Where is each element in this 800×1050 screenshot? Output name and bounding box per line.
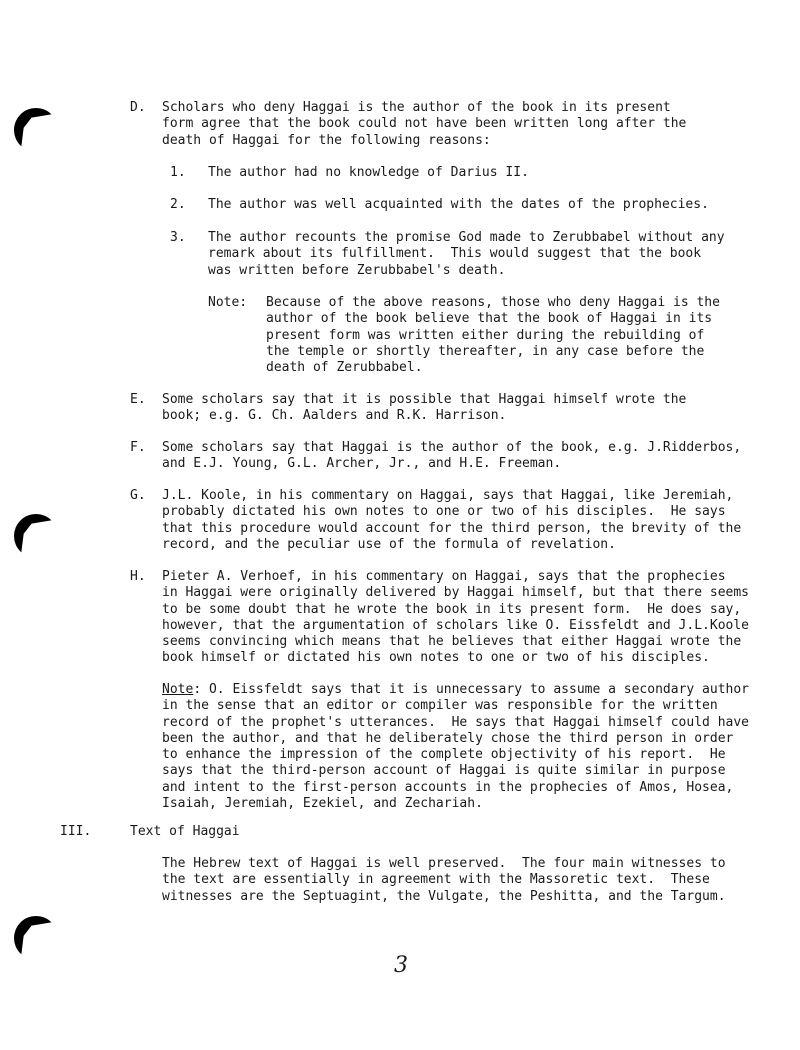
text-line: seems convincing which means that he believes that either Haggai wrote the <box>162 634 742 650</box>
text-line: Some scholars say that it is possible that Haggai himself wrote the <box>162 392 687 407</box>
text-line: in the sense that an editor or compiler was responsible for the written <box>162 698 718 714</box>
reason-number: 2. <box>170 197 186 212</box>
text-line: Scholars who deny Haggai is the author of the book in its present <box>162 100 671 115</box>
text-line: says that the third-person account of Haggai is quite similar in purpose <box>162 763 726 779</box>
text-line: to enhance the impression of the complete objectivity of his report. He <box>162 747 726 763</box>
text-line: death of Haggai for the following reasons: <box>162 132 491 148</box>
text-line: been the author, and that he deliberately chose the third person in order <box>162 730 734 746</box>
text-line: Isaiah, Jeremiah, Ezekiel, and Zechariah. <box>162 796 483 812</box>
section-d-label: D. <box>130 100 146 115</box>
punch-hole <box>14 514 58 558</box>
text-line: The author had no knowledge of Darius II. <box>208 165 529 180</box>
note-label: Note <box>162 682 194 697</box>
text-line: however, that the argumentation of scholars like O. Eissfeldt and J.L.Koole <box>162 617 749 633</box>
text-line: author of the book believe that the book of Haggai in its <box>266 311 713 327</box>
text-line: The Hebrew text of Haggai is well preserved. The four main witnesses to <box>162 856 726 871</box>
reason-item <box>208 230 725 279</box>
text-line: Pieter A. Verhoef, in his commentary on Haggai, says that the prophecies <box>162 569 726 584</box>
section-h-body <box>162 569 749 667</box>
section-g-label: G. <box>130 488 146 503</box>
text-line: Because of the above reasons, those who deny Haggai is the <box>266 295 720 310</box>
text-line: remark about its fulfillment. This would suggest that the book <box>208 246 702 262</box>
text-line: The author was well acquainted with the dates of the prophecies. <box>208 197 709 212</box>
section-e-body <box>162 392 686 425</box>
section-iii-heading: Text of Haggai <box>130 824 240 839</box>
section-f-label: F. <box>130 440 146 455</box>
reason-number: 3. <box>170 230 186 245</box>
reason-item <box>208 197 709 213</box>
section-iii-body <box>162 856 726 905</box>
text-line: and E.J. Young, G.L. Archer, Jr., and H.E. Freeman. <box>162 456 562 472</box>
text-line: that this procedure would account for the third person, the brevity of the <box>162 520 742 536</box>
text-line: the text are essentially in agreement with the Massoretic text. These <box>162 872 710 888</box>
punch-hole <box>14 108 58 152</box>
text-line: record, and the peculiar use of the formula of revelation. <box>162 536 616 552</box>
text-line: J.L. Koole, in his commentary on Haggai, says that Haggai, like Jeremiah, <box>162 488 734 503</box>
text-line <box>162 682 749 698</box>
section-g-body <box>162 488 741 553</box>
section-h-label: H. <box>130 569 146 584</box>
reason-number: 1. <box>170 165 186 180</box>
note-body <box>266 295 720 376</box>
punch-hole <box>14 916 58 960</box>
text-line: book himself or dictated his own notes to one or two of his disciples. <box>162 650 710 666</box>
text-line: book; e.g. G. Ch. Aalders and R.K. Harrison. <box>162 408 507 424</box>
text-line: was written before Zerubbabel's death. <box>208 262 506 278</box>
section-iii-label: III. <box>60 824 92 839</box>
text-line: the temple or shortly thereafter, in any case before the <box>266 343 705 359</box>
page-number: 3 <box>394 953 408 978</box>
section-h-note <box>162 682 749 812</box>
text-line: form agree that the book could not have been written long after the <box>162 116 687 132</box>
reason-item <box>208 165 529 181</box>
text-line: death of Zerubbabel. <box>266 360 423 376</box>
text-line: Some scholars say that Haggai is the author of the book, e.g. J.Ridderbos, <box>162 440 742 455</box>
text-line: present form was written either during the rebuilding of <box>266 327 705 343</box>
section-f-body <box>162 440 741 473</box>
note-first-line: : O. Eissfeldt says that it is unnecessary to assume a secondary author <box>193 682 750 697</box>
text-line: record of the prophet's utterances. He says that Haggai himself could have <box>162 714 749 730</box>
note-label: Note: <box>208 295 248 310</box>
text-line: probably dictated his own notes to one or two of his disciples. He says <box>162 504 726 520</box>
section-e-label: E. <box>130 392 146 407</box>
section-d-body <box>162 100 686 149</box>
text-line: witnesses are the Septuagint, the Vulgate, the Peshitta, and the Targum. <box>162 888 726 904</box>
text-line: to be some doubt that he wrote the book in its present form. He does say, <box>162 601 742 617</box>
text-line: and intent to the first-person accounts in the prophecies of Amos, Hosea, <box>162 779 734 795</box>
text-line: The author recounts the promise God made to Zerubbabel without any <box>208 230 725 245</box>
text-line: in Haggai were originally delivered by Haggai himself, but that there seems <box>162 585 749 601</box>
